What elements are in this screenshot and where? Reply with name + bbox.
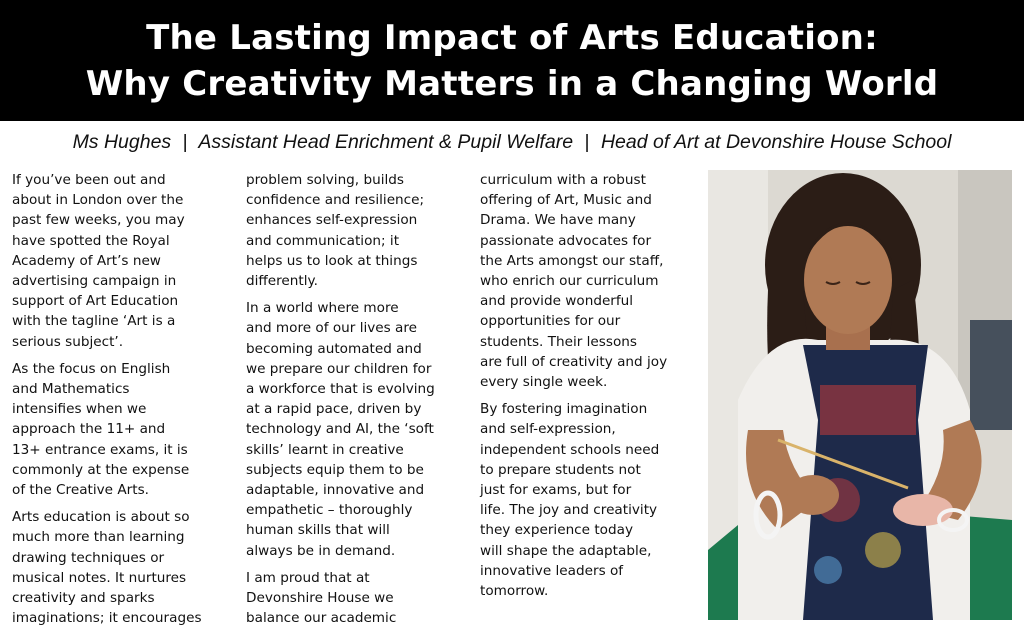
article-text-line: creativity and sparks: [12, 590, 155, 607]
article-text-line: imaginations; it encourages: [12, 610, 202, 627]
article-text-line: 13+ entrance exams, it is: [12, 441, 188, 458]
article-text-line: support of Art Education: [12, 293, 179, 310]
article-text-line: who enrich our curriculum: [480, 273, 659, 290]
article-text-line: technology and AI, the ‘soft: [246, 421, 434, 438]
article-text-line: confidence and resilience;: [246, 192, 425, 209]
article-text-line: musical notes. It nurtures: [12, 569, 187, 586]
article-paragraph: [246, 170, 474, 291]
article-text-line: independent schools need: [480, 441, 660, 458]
article-text-line: Devonshire House we: [246, 590, 394, 607]
girl-painting-photo: [708, 170, 1012, 620]
article-text-line: In a world where more: [246, 300, 399, 317]
byline-author: Ms Hughes: [72, 131, 172, 153]
article-text-line: becoming automated and: [246, 340, 422, 357]
article-text-line: Academy of Art’s new: [12, 252, 161, 269]
article-text-line: we prepare our children for: [246, 360, 432, 377]
article-column-3: [480, 170, 702, 608]
headline-banner: [0, 0, 1024, 121]
article-text-line: at a rapid pace, driven by: [246, 401, 422, 418]
article-paragraph: [12, 359, 240, 500]
article-paragraph: [12, 170, 240, 352]
article-column-1: [12, 170, 240, 635]
article-text-line: Arts education is about so: [12, 509, 190, 526]
article-paragraph: [480, 170, 702, 392]
article-text-line: past few weeks, you may: [12, 212, 185, 229]
article-text-line: commonly at the expense: [12, 461, 190, 478]
article-text-line: always be in demand.: [246, 542, 396, 559]
article-text-line: and Mathematics: [12, 381, 130, 398]
article-text-line: skills’ learnt in creative: [246, 441, 404, 458]
article-text-line: curriculum with a robust: [480, 172, 646, 188]
article-text-line: passionate advocates for: [480, 232, 652, 249]
article-text-line: opportunities for our: [480, 313, 621, 330]
article-text-line: to prepare students not: [480, 461, 641, 478]
article-text-line: have spotted the Royal: [12, 232, 170, 249]
article-text-line: every single week.: [480, 374, 608, 391]
byline-position: Head of Art at Devonshire House School: [600, 131, 952, 153]
article-paragraph: [246, 568, 474, 629]
article-text-line: students. Their lessons: [480, 333, 637, 350]
article-text-line: As the focus on English: [12, 360, 171, 377]
article-text-line: the Arts amongst our staff,: [480, 252, 664, 269]
headline-line-1: The Lasting Impact of Arts Education:: [146, 17, 878, 58]
article-text-line: adaptable, innovative and: [246, 482, 425, 499]
article-text-line: offering of Art, Music and: [480, 192, 652, 209]
article-text-line: with the tagline ‘Art is a: [12, 313, 176, 330]
article-text-line: just for exams, but for: [480, 482, 632, 499]
article-text-line: and more of our lives are: [246, 320, 418, 337]
article-text-line: drawing techniques or: [12, 549, 165, 566]
article-text-line: human skills that will: [246, 522, 390, 539]
article-text-line: problem solving, builds: [246, 172, 404, 188]
headline-line-2: Why Creativity Matters in a Changing World: [85, 63, 939, 104]
article-paragraph: [246, 298, 474, 561]
article-text-line: helps us to look at things: [246, 252, 418, 269]
byline-separator: |: [584, 131, 590, 153]
article-text-line: and provide wonderful: [480, 293, 634, 310]
article-paragraph: [480, 399, 702, 601]
article-text-line: about in London over the: [12, 192, 184, 209]
article-text-line: a workforce that is evolving: [246, 381, 435, 398]
byline-separator: |: [182, 131, 188, 153]
article-text-line: I am proud that at: [246, 569, 370, 586]
article-text-line: are full of creativity and joy: [480, 353, 668, 370]
article-text-line: will shape the adaptable,: [480, 542, 652, 559]
article-text-line: of the Creative Arts.: [12, 482, 149, 499]
byline-role: Assistant Head Enrichment & Pupil Welfare: [198, 131, 574, 153]
article-column-2: [246, 170, 474, 635]
article-text-line: and communication; it: [246, 232, 400, 249]
byline: [0, 131, 1024, 154]
article-text-line: tomorrow.: [480, 583, 549, 600]
article-text-line: approach the 11+ and: [12, 421, 166, 438]
article-text-line: enhances self-expression: [246, 212, 418, 229]
article-paragraph: [12, 507, 240, 628]
article-text-line: much more than learning: [12, 529, 185, 546]
article-text-line: life. The joy and creativity: [480, 502, 658, 519]
article-text-line: they experience today: [480, 522, 633, 539]
article-text-line: differently.: [246, 273, 318, 290]
article-text-line: By fostering imagination: [480, 401, 648, 418]
article-text-line: intensifies when we: [12, 401, 147, 418]
article-text-line: Drama. We have many: [480, 212, 636, 229]
article-photo: [708, 170, 1012, 620]
article-text-line: innovative leaders of: [480, 562, 624, 579]
article-text-line: If you’ve been out and: [12, 172, 166, 188]
article-text-line: balance our academic: [246, 610, 397, 627]
article-text-line: serious subject’.: [12, 333, 124, 350]
article-text-line: empathetic – thoroughly: [246, 502, 413, 519]
article-text-line: subjects equip them to be: [246, 461, 424, 478]
article-text-line: and self-expression,: [480, 421, 616, 438]
article-text-line: advertising campaign in: [12, 273, 177, 290]
